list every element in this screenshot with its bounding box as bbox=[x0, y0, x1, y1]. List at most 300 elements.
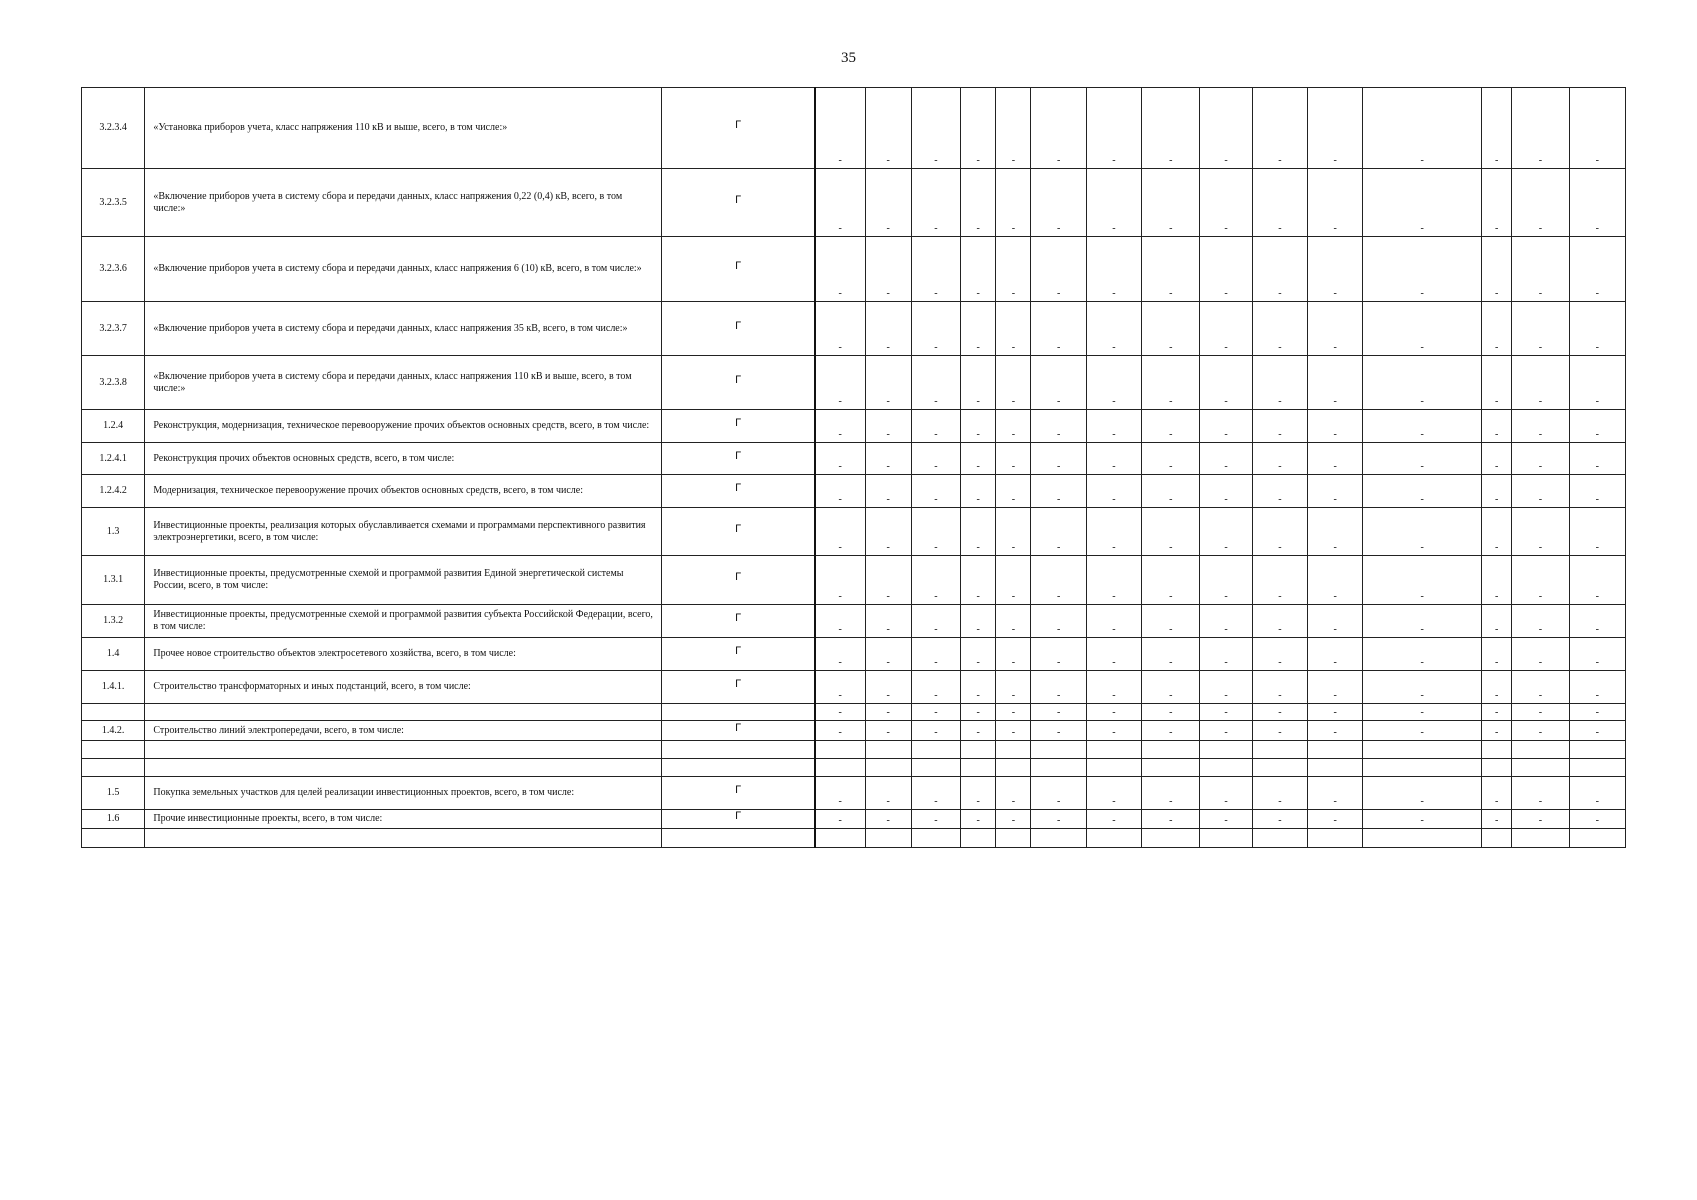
value-cell: - bbox=[815, 638, 865, 671]
value-cell: - bbox=[1569, 605, 1625, 638]
value-cell: - bbox=[1200, 88, 1252, 169]
value-cell: - bbox=[961, 237, 996, 302]
value-cell: - bbox=[1142, 671, 1200, 704]
value-cell: - bbox=[911, 556, 960, 605]
value-cell: - bbox=[1200, 443, 1252, 475]
row-code bbox=[82, 741, 145, 759]
value-cell: - bbox=[961, 704, 996, 721]
value-cell: - bbox=[1512, 443, 1569, 475]
table-row bbox=[82, 556, 1626, 605]
value-cell: - bbox=[1482, 508, 1512, 556]
table-row bbox=[82, 704, 1626, 721]
value-cell: - bbox=[1308, 443, 1363, 475]
value-cell: - bbox=[865, 356, 911, 410]
value-cell: - bbox=[1308, 410, 1363, 443]
value-cell: - bbox=[1512, 810, 1569, 829]
page-number: 35 bbox=[841, 50, 856, 66]
row-mark: Г bbox=[662, 605, 815, 638]
table-row bbox=[82, 638, 1626, 671]
value-cell: - bbox=[1086, 169, 1141, 237]
value-cell: - bbox=[1363, 777, 1482, 810]
value-cell bbox=[961, 829, 996, 848]
row-mark bbox=[662, 741, 815, 759]
row-mark bbox=[662, 759, 815, 777]
value-cell: - bbox=[961, 410, 996, 443]
value-cell: - bbox=[865, 721, 911, 741]
value-cell: - bbox=[1512, 671, 1569, 704]
value-cell: - bbox=[1200, 169, 1252, 237]
value-cell: - bbox=[1031, 88, 1086, 169]
value-cell: - bbox=[865, 169, 911, 237]
value-cell bbox=[865, 759, 911, 777]
value-cell: - bbox=[1482, 556, 1512, 605]
value-cell: - bbox=[1031, 237, 1086, 302]
value-cell: - bbox=[1482, 302, 1512, 356]
row-name: Покупка земельных участков для целей реализации инвестиционных проектов, всего, в том числе: bbox=[145, 777, 662, 810]
row-name: «Включение приборов учета в систему сбора и передачи данных, класс напряжения 110 кВ и выше, всего, в том числе:» bbox=[145, 356, 662, 410]
value-cell: - bbox=[1031, 810, 1086, 829]
value-cell bbox=[865, 829, 911, 848]
value-cell: - bbox=[961, 356, 996, 410]
value-cell: - bbox=[911, 302, 960, 356]
value-cell: - bbox=[1482, 169, 1512, 237]
value-cell: - bbox=[911, 475, 960, 508]
value-cell bbox=[1142, 829, 1200, 848]
value-cell: - bbox=[996, 777, 1031, 810]
value-cell: - bbox=[1308, 605, 1363, 638]
value-cell: - bbox=[1086, 605, 1141, 638]
value-cell: - bbox=[1142, 88, 1200, 169]
value-cell: - bbox=[815, 237, 865, 302]
value-cell: - bbox=[1363, 302, 1482, 356]
value-cell: - bbox=[1569, 169, 1625, 237]
value-cell: - bbox=[996, 443, 1031, 475]
value-cell: - bbox=[1308, 508, 1363, 556]
value-cell: - bbox=[996, 638, 1031, 671]
value-cell bbox=[1086, 759, 1141, 777]
value-cell bbox=[911, 829, 960, 848]
value-cell: - bbox=[1363, 671, 1482, 704]
value-cell: - bbox=[961, 638, 996, 671]
value-cell: - bbox=[1086, 88, 1141, 169]
value-cell: - bbox=[1086, 508, 1141, 556]
value-cell: - bbox=[961, 508, 996, 556]
value-cell: - bbox=[815, 704, 865, 721]
value-cell bbox=[1482, 741, 1512, 759]
value-cell: - bbox=[1142, 410, 1200, 443]
value-cell bbox=[1200, 829, 1252, 848]
value-cell: - bbox=[961, 556, 996, 605]
value-cell: - bbox=[1252, 671, 1307, 704]
value-cell: - bbox=[1512, 556, 1569, 605]
value-cell: - bbox=[1512, 356, 1569, 410]
value-cell: - bbox=[1031, 443, 1086, 475]
value-cell: - bbox=[996, 475, 1031, 508]
value-cell: - bbox=[1086, 443, 1141, 475]
value-cell: - bbox=[1363, 169, 1482, 237]
value-cell: - bbox=[1200, 671, 1252, 704]
value-cell: - bbox=[1142, 237, 1200, 302]
value-cell: - bbox=[1142, 169, 1200, 237]
row-mark: Г bbox=[662, 810, 815, 829]
value-cell: - bbox=[1569, 638, 1625, 671]
value-cell: - bbox=[815, 356, 865, 410]
value-cell bbox=[1308, 759, 1363, 777]
value-cell: - bbox=[1031, 410, 1086, 443]
value-cell: - bbox=[865, 704, 911, 721]
value-cell: - bbox=[1308, 475, 1363, 508]
value-cell: - bbox=[1482, 356, 1512, 410]
value-cell: - bbox=[1569, 704, 1625, 721]
value-cell: - bbox=[996, 810, 1031, 829]
value-cell bbox=[1142, 759, 1200, 777]
row-code bbox=[82, 829, 145, 848]
value-cell: - bbox=[996, 721, 1031, 741]
value-cell: - bbox=[1363, 88, 1482, 169]
value-cell: - bbox=[1086, 475, 1141, 508]
value-cell: - bbox=[1031, 638, 1086, 671]
row-code bbox=[82, 704, 145, 721]
row-name: Строительство линий электропередачи, всего, в том числе: bbox=[145, 721, 662, 741]
value-cell: - bbox=[1569, 671, 1625, 704]
value-cell bbox=[1363, 829, 1482, 848]
value-cell: - bbox=[1252, 704, 1307, 721]
row-code: 3.2.3.5 bbox=[82, 169, 145, 237]
value-cell: - bbox=[1308, 237, 1363, 302]
value-cell: - bbox=[1031, 605, 1086, 638]
value-cell bbox=[1482, 829, 1512, 848]
value-cell: - bbox=[1200, 721, 1252, 741]
value-cell: - bbox=[996, 508, 1031, 556]
row-mark: Г bbox=[662, 777, 815, 810]
value-cell: - bbox=[1512, 475, 1569, 508]
value-cell: - bbox=[1252, 237, 1307, 302]
value-cell bbox=[1142, 741, 1200, 759]
value-cell: - bbox=[911, 410, 960, 443]
value-cell: - bbox=[1031, 508, 1086, 556]
value-cell: - bbox=[1031, 556, 1086, 605]
row-code: 3.2.3.8 bbox=[82, 356, 145, 410]
value-cell bbox=[1363, 759, 1482, 777]
value-cell: - bbox=[1086, 777, 1141, 810]
value-cell: - bbox=[961, 777, 996, 810]
value-cell: - bbox=[1031, 777, 1086, 810]
value-cell bbox=[1308, 741, 1363, 759]
value-cell: - bbox=[1142, 638, 1200, 671]
row-mark: Г bbox=[662, 410, 815, 443]
value-cell: - bbox=[1308, 704, 1363, 721]
value-cell: - bbox=[996, 302, 1031, 356]
value-cell: - bbox=[865, 556, 911, 605]
row-code: 1.6 bbox=[82, 810, 145, 829]
value-cell: - bbox=[961, 475, 996, 508]
value-cell: - bbox=[865, 237, 911, 302]
row-mark bbox=[662, 829, 815, 848]
value-cell: - bbox=[1569, 810, 1625, 829]
value-cell bbox=[1200, 759, 1252, 777]
value-cell: - bbox=[1512, 237, 1569, 302]
value-cell: - bbox=[1482, 237, 1512, 302]
value-cell: - bbox=[1252, 356, 1307, 410]
value-cell: - bbox=[1252, 810, 1307, 829]
table-row bbox=[82, 88, 1626, 169]
value-cell: - bbox=[1200, 638, 1252, 671]
value-cell: - bbox=[1512, 638, 1569, 671]
value-cell: - bbox=[996, 237, 1031, 302]
row-mark bbox=[662, 704, 815, 721]
row-code: 1.4.1. bbox=[82, 671, 145, 704]
row-name: «Установка приборов учета, класс напряжения 110 кВ и выше, всего, в том числе:» bbox=[145, 88, 662, 169]
value-cell bbox=[911, 759, 960, 777]
row-name: Модернизация, техническое перевооружение прочих объектов основных средств, всего, в том числе: bbox=[145, 475, 662, 508]
row-name: Реконструкция прочих объектов основных средств, всего, в том числе: bbox=[145, 443, 662, 475]
row-name bbox=[145, 759, 662, 777]
table-row bbox=[82, 605, 1626, 638]
value-cell: - bbox=[996, 671, 1031, 704]
row-code: 1.3.2 bbox=[82, 605, 145, 638]
row-name bbox=[145, 741, 662, 759]
table-row bbox=[82, 410, 1626, 443]
row-code: 1.5 bbox=[82, 777, 145, 810]
value-cell: - bbox=[961, 721, 996, 741]
value-cell: - bbox=[1031, 475, 1086, 508]
value-cell: - bbox=[1308, 810, 1363, 829]
row-code bbox=[82, 759, 145, 777]
value-cell bbox=[1252, 829, 1307, 848]
row-name: «Включение приборов учета в систему сбора и передачи данных, класс напряжения 35 кВ, всего, в том числе:» bbox=[145, 302, 662, 356]
table-row bbox=[82, 759, 1626, 777]
value-cell: - bbox=[1252, 169, 1307, 237]
value-cell bbox=[961, 741, 996, 759]
row-code: 3.2.3.6 bbox=[82, 237, 145, 302]
row-code: 1.2.4.2 bbox=[82, 475, 145, 508]
row-code: 3.2.3.7 bbox=[82, 302, 145, 356]
value-cell bbox=[1569, 829, 1625, 848]
value-cell: - bbox=[815, 556, 865, 605]
value-cell: - bbox=[1308, 302, 1363, 356]
value-cell: - bbox=[1512, 605, 1569, 638]
value-cell: - bbox=[1363, 410, 1482, 443]
value-cell: - bbox=[1308, 88, 1363, 169]
value-cell: - bbox=[865, 638, 911, 671]
value-cell: - bbox=[815, 410, 865, 443]
value-cell: - bbox=[911, 443, 960, 475]
value-cell: - bbox=[815, 508, 865, 556]
value-cell: - bbox=[865, 443, 911, 475]
value-cell: - bbox=[1200, 508, 1252, 556]
value-cell: - bbox=[996, 410, 1031, 443]
value-cell: - bbox=[1086, 810, 1141, 829]
value-cell bbox=[1086, 741, 1141, 759]
value-cell: - bbox=[1482, 638, 1512, 671]
table-row bbox=[82, 302, 1626, 356]
row-mark: Г bbox=[662, 356, 815, 410]
value-cell: - bbox=[1512, 410, 1569, 443]
table-row bbox=[82, 671, 1626, 704]
value-cell: - bbox=[815, 721, 865, 741]
value-cell bbox=[815, 829, 865, 848]
value-cell: - bbox=[1363, 508, 1482, 556]
value-cell: - bbox=[1142, 721, 1200, 741]
value-cell: - bbox=[1482, 810, 1512, 829]
row-name bbox=[145, 704, 662, 721]
value-cell: - bbox=[1569, 302, 1625, 356]
row-name: Прочие инвестиционные проекты, всего, в том числе: bbox=[145, 810, 662, 829]
value-cell: - bbox=[815, 169, 865, 237]
value-cell: - bbox=[1482, 721, 1512, 741]
table-row bbox=[82, 721, 1626, 741]
value-cell: - bbox=[865, 508, 911, 556]
value-cell: - bbox=[1512, 777, 1569, 810]
value-cell: - bbox=[1482, 704, 1512, 721]
value-cell: - bbox=[815, 475, 865, 508]
value-cell: - bbox=[1363, 556, 1482, 605]
row-name: Прочее новое строительство объектов электросетевого хозяйства, всего, в том числе: bbox=[145, 638, 662, 671]
table-row bbox=[82, 356, 1626, 410]
value-cell: - bbox=[1363, 237, 1482, 302]
value-cell: - bbox=[1200, 475, 1252, 508]
value-cell bbox=[961, 759, 996, 777]
value-cell: - bbox=[911, 638, 960, 671]
value-cell: - bbox=[1482, 88, 1512, 169]
value-cell: - bbox=[1142, 302, 1200, 356]
value-cell: - bbox=[1086, 302, 1141, 356]
value-cell: - bbox=[1200, 356, 1252, 410]
value-cell: - bbox=[1252, 721, 1307, 741]
row-mark: Г bbox=[662, 475, 815, 508]
value-cell: - bbox=[815, 777, 865, 810]
value-cell: - bbox=[961, 605, 996, 638]
table-row bbox=[82, 169, 1626, 237]
value-cell: - bbox=[1308, 638, 1363, 671]
row-name: «Включение приборов учета в систему сбора и передачи данных, класс напряжения 6 (10) кВ, всего, в том числе:» bbox=[145, 237, 662, 302]
value-cell: - bbox=[1569, 237, 1625, 302]
value-cell: - bbox=[1086, 356, 1141, 410]
value-cell: - bbox=[961, 810, 996, 829]
row-mark: Г bbox=[662, 556, 815, 605]
value-cell: - bbox=[1086, 410, 1141, 443]
value-cell: - bbox=[1363, 704, 1482, 721]
value-cell: - bbox=[1569, 508, 1625, 556]
value-cell: - bbox=[1512, 721, 1569, 741]
value-cell: - bbox=[1086, 556, 1141, 605]
table-row bbox=[82, 443, 1626, 475]
value-cell: - bbox=[1086, 721, 1141, 741]
row-code: 1.2.4.1 bbox=[82, 443, 145, 475]
row-mark: Г bbox=[662, 508, 815, 556]
value-cell bbox=[1086, 829, 1141, 848]
value-cell: - bbox=[1031, 169, 1086, 237]
value-cell: - bbox=[815, 88, 865, 169]
row-name: Инвестиционные проекты, реализация которых обуславливается схемами и программами перспективного развития электроэнергетики, всего, в том числе: bbox=[145, 508, 662, 556]
value-cell: - bbox=[1086, 237, 1141, 302]
value-cell: - bbox=[865, 810, 911, 829]
value-cell: - bbox=[911, 237, 960, 302]
value-cell: - bbox=[961, 169, 996, 237]
value-cell: - bbox=[1142, 704, 1200, 721]
value-cell: - bbox=[961, 671, 996, 704]
value-cell bbox=[996, 741, 1031, 759]
value-cell: - bbox=[1482, 605, 1512, 638]
value-cell: - bbox=[911, 508, 960, 556]
value-cell: - bbox=[1308, 356, 1363, 410]
value-cell: - bbox=[1252, 777, 1307, 810]
value-cell bbox=[815, 759, 865, 777]
table-row bbox=[82, 237, 1626, 302]
value-cell: - bbox=[1031, 704, 1086, 721]
value-cell bbox=[1252, 741, 1307, 759]
value-cell: - bbox=[961, 302, 996, 356]
row-mark: Г bbox=[662, 169, 815, 237]
value-cell: - bbox=[1512, 88, 1569, 169]
value-cell: - bbox=[815, 605, 865, 638]
value-cell: - bbox=[911, 605, 960, 638]
table-row bbox=[82, 777, 1626, 810]
value-cell: - bbox=[1363, 475, 1482, 508]
value-cell: - bbox=[911, 721, 960, 741]
value-cell bbox=[1363, 741, 1482, 759]
value-cell: - bbox=[1252, 508, 1307, 556]
row-mark: Г bbox=[662, 638, 815, 671]
value-cell: - bbox=[815, 443, 865, 475]
value-cell: - bbox=[865, 302, 911, 356]
value-cell: - bbox=[815, 671, 865, 704]
row-mark: Г bbox=[662, 88, 815, 169]
value-cell: - bbox=[1363, 356, 1482, 410]
table-row bbox=[82, 829, 1626, 848]
value-cell: - bbox=[1252, 638, 1307, 671]
value-cell: - bbox=[1482, 410, 1512, 443]
value-cell: - bbox=[1031, 356, 1086, 410]
value-cell bbox=[1200, 741, 1252, 759]
value-cell: - bbox=[1142, 810, 1200, 829]
value-cell bbox=[815, 741, 865, 759]
value-cell bbox=[1252, 759, 1307, 777]
value-cell: - bbox=[1569, 475, 1625, 508]
value-cell bbox=[1308, 829, 1363, 848]
value-cell: - bbox=[815, 302, 865, 356]
value-cell: - bbox=[1142, 556, 1200, 605]
value-cell: - bbox=[865, 777, 911, 810]
value-cell: - bbox=[911, 671, 960, 704]
row-name: Инвестиционные проекты, предусмотренные схемой и программой развития субъекта Российской Федерации, всего, в том числе: bbox=[145, 605, 662, 638]
value-cell: - bbox=[1252, 605, 1307, 638]
value-cell: - bbox=[865, 671, 911, 704]
value-cell: - bbox=[1086, 704, 1141, 721]
row-mark: Г bbox=[662, 302, 815, 356]
value-cell: - bbox=[865, 605, 911, 638]
value-cell: - bbox=[1363, 443, 1482, 475]
value-cell bbox=[1512, 741, 1569, 759]
value-cell: - bbox=[815, 810, 865, 829]
table-row bbox=[82, 741, 1626, 759]
value-cell: - bbox=[1512, 302, 1569, 356]
value-cell: - bbox=[1482, 777, 1512, 810]
value-cell bbox=[1569, 741, 1625, 759]
value-cell: - bbox=[1252, 443, 1307, 475]
table-row bbox=[82, 508, 1626, 556]
row-name bbox=[145, 829, 662, 848]
table-row bbox=[82, 810, 1626, 829]
value-cell: - bbox=[1200, 810, 1252, 829]
row-code: 1.3.1 bbox=[82, 556, 145, 605]
investment-table bbox=[81, 87, 1626, 848]
row-name: Инвестиционные проекты, предусмотренные схемой и программой развития Единой энергетической системы России, всего, в том числе: bbox=[145, 556, 662, 605]
value-cell: - bbox=[1363, 605, 1482, 638]
value-cell bbox=[911, 741, 960, 759]
value-cell: - bbox=[1308, 169, 1363, 237]
row-code: 1.4.2. bbox=[82, 721, 145, 741]
